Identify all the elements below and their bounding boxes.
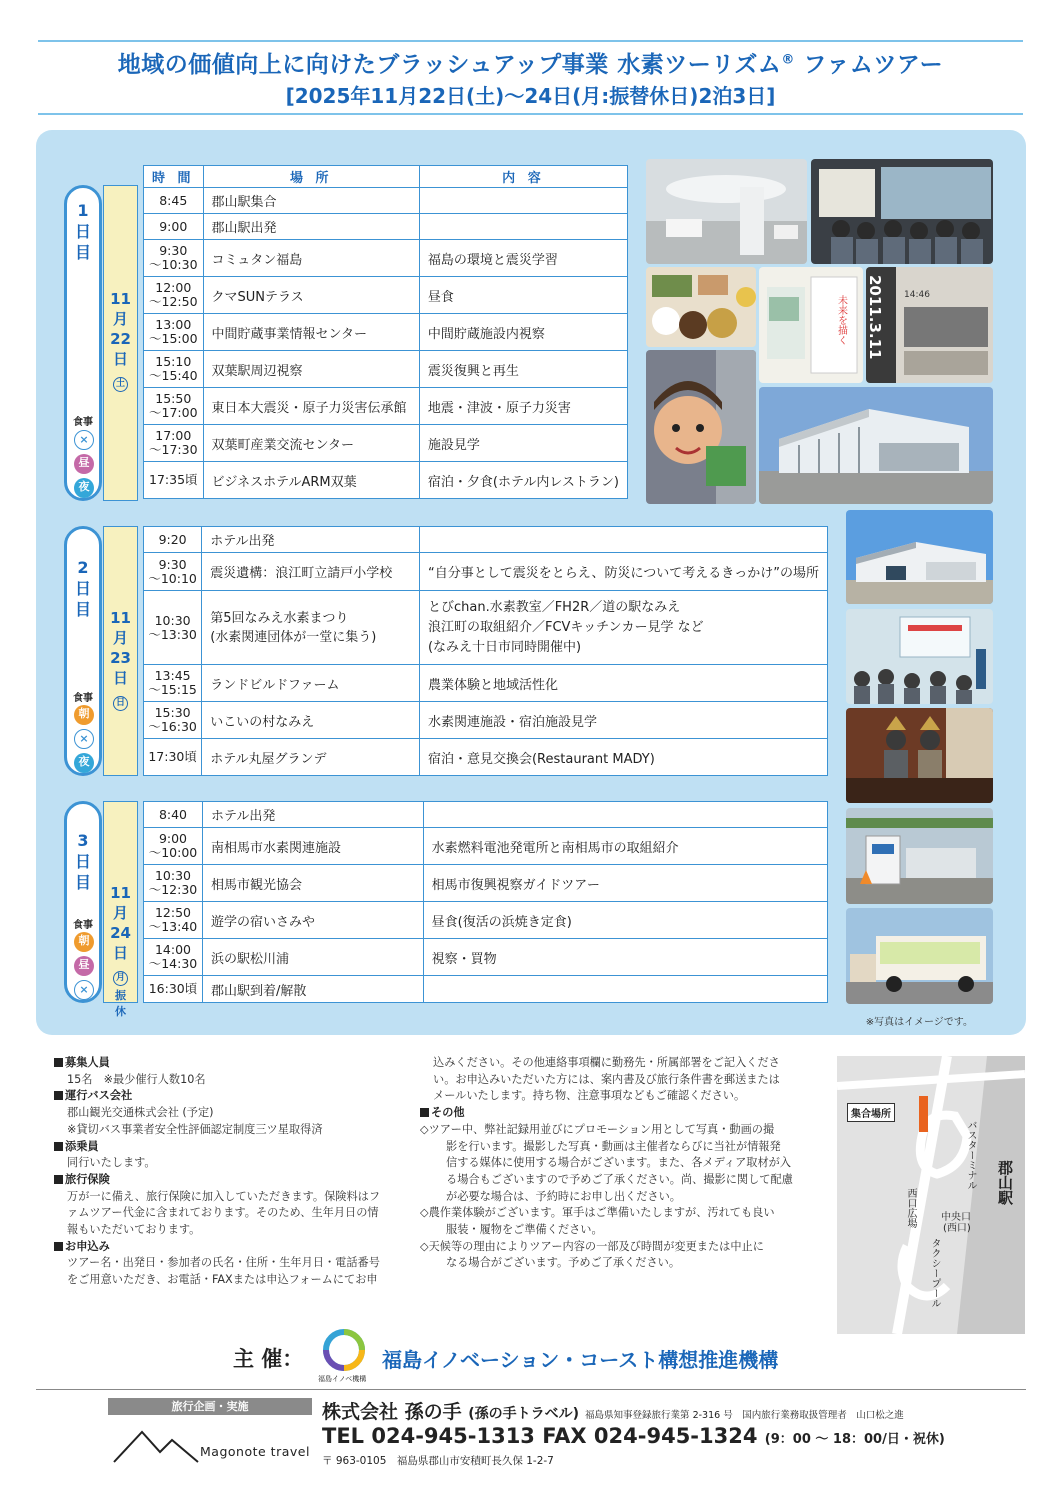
day-2-schedule-table [143, 526, 828, 776]
day-label-char: 目 [74, 243, 91, 262]
photo-mirai-text: 未来を描く [835, 295, 847, 345]
date-char: 月 [112, 310, 128, 328]
row-place: 郡山駅集合 [203, 188, 419, 214]
info-heading: その他 [420, 1105, 830, 1122]
table-row [144, 553, 828, 591]
page-title: 地域の価値向上に向けたブラッシュアップ事業 水素ツーリズム® ファムツアー [117, 52, 944, 78]
info-line: 万が一に備え、旅行保険に加入していただきます。保険料はフ [67, 1189, 381, 1203]
info-line: が必要な場合は、予約時にお申し出ください。 [446, 1189, 681, 1203]
meal-dinner-badge: 夜 [74, 478, 94, 498]
meal-lunch-badge: 昼 [74, 454, 94, 474]
header-content: 内 容 [419, 166, 627, 188]
brand-name: Magonote travel [200, 1444, 310, 1459]
date-char: 24 [110, 924, 131, 942]
info-line: ※貸切バス事業者安全性評価認定制度三ツ星取得済 [67, 1122, 323, 1136]
meeting-point-marker [919, 1096, 928, 1132]
info-line: る場合もございますので予めご了承ください。尚、撮影に関して配慮 [446, 1172, 793, 1186]
row-content: 施設見学 [419, 425, 627, 462]
row-content: とびchan.水素教室／FH2R／道の駅なみえ 浪江町の取組紹介／FCVキッチンカー見学 など (なみえ十日市同時開催中) [419, 591, 827, 665]
row-content: 昼食(復活の浜焼き定食) [423, 902, 827, 939]
row-content: 震災復興と再生 [419, 351, 627, 388]
day-label-char: 3 [77, 831, 89, 850]
row-place: 第5回なみえ水素まつり (水素関連団体が一堂に集う) [202, 591, 420, 665]
photo-2011-memorial [866, 267, 993, 383]
row-content [419, 527, 827, 553]
row-content: 水素燃料電池発電所と南相馬市の取組紹介 [423, 828, 827, 865]
table-row [144, 425, 628, 462]
row-content: 中間貯蔵施設内視察 [419, 314, 627, 351]
info-line: 15名 ※最少催行人数10名 [67, 1072, 206, 1086]
day-3-pill [64, 801, 102, 1003]
table-row [144, 240, 628, 277]
row-time: 15:50 ～17:00 [144, 388, 204, 425]
contact-phone: TEL 024-945-1313 FAX 024-945-1324 (9：00 ～ 18：00/日・祝休) [322, 1424, 945, 1448]
info-line: 郡山観光交通株式会社 (予定) [67, 1106, 214, 1120]
meal-lunch-badge: 昼 [74, 956, 94, 976]
meal-x-badge: × [74, 430, 94, 450]
meeting-point-map [837, 1056, 1025, 1334]
row-content [419, 188, 627, 214]
photo-hydrogen-facility [846, 808, 993, 904]
day-label-char: 目 [74, 600, 91, 619]
row-place: 相馬市観光協会 [202, 865, 423, 902]
row-place: 浜の駅松川浦 [202, 939, 423, 976]
table-row [144, 828, 828, 865]
info-heading: 旅行保険 [54, 1172, 414, 1189]
info-line: ツアー名・出発日・参加者の氏名・住所・生年月日・電話番号 [67, 1256, 380, 1270]
table-row [144, 214, 628, 240]
date-char: 11 [110, 884, 131, 902]
row-time: 14:00 ～14:30 [144, 939, 203, 976]
row-place: 郡山駅出発 [203, 214, 419, 240]
logo-subtext: 福島イノベ機構 [318, 1375, 367, 1383]
day-label-char: 1 [77, 201, 89, 220]
info-line: ◇農作業体験がございます。軍手はご準備いたしますが、汚れても良い [420, 1206, 775, 1220]
photo-hydrogen-class [846, 609, 993, 704]
photo-memorial-museum-building [759, 387, 993, 504]
row-content: 福島の環境と震災学習 [419, 240, 627, 277]
day-1-date [103, 185, 138, 501]
date-char: 23 [110, 649, 131, 667]
photo-fcv-kitchen-car [846, 908, 993, 1004]
table-row [144, 739, 828, 776]
row-time: 8:40 [144, 802, 203, 828]
day-3-date [103, 801, 138, 1018]
table-row [144, 702, 828, 739]
table-row [144, 591, 828, 665]
meal-bfast-badge: 朝 [74, 705, 94, 725]
info-heading: 運行バス会社 [54, 1088, 414, 1105]
photo-samurai-armor [846, 708, 993, 803]
info-heading: 添乗員 [54, 1139, 414, 1156]
date-char: 月 [112, 629, 128, 647]
row-time: 9:30 ～10:10 [144, 553, 202, 591]
map-bus-terminal: バスターミナル [965, 1120, 976, 1190]
meal-label: 食事 [73, 417, 93, 428]
day-of-week-badge: 土 [113, 377, 128, 392]
table-row [144, 902, 828, 939]
date-char: 日 [112, 944, 128, 962]
row-time: 10:30 ～12:30 [144, 865, 203, 902]
info-right-column [420, 1055, 830, 1272]
info-line: ◇天候等の理由によりツアー内容の一部及び時間が変更または中止に [420, 1239, 764, 1253]
info-heading: お申込み [54, 1239, 414, 1256]
row-time: 15:30 ～16:30 [144, 702, 202, 739]
row-content: “自分事として震災をとらえ、防災について考えるきっかけ”の場所 [419, 553, 827, 591]
day-of-week-badge: 月 [113, 971, 128, 986]
row-time: 16:30頃 [144, 976, 203, 1003]
row-place: 南相馬市水素関連施設 [202, 828, 423, 865]
photo-mirai-exhibit [759, 267, 863, 383]
row-time: 15:10 ～15:40 [144, 351, 204, 388]
date-char: 日 [112, 350, 128, 368]
planner-tag: 旅行企画・実施 [108, 1398, 312, 1415]
row-time: 9:00 ～10:00 [144, 828, 203, 865]
footer-divider [36, 1389, 1026, 1390]
info-line: い。お申込みいただいた方には、案内書及び旅行条件書を郵送または [433, 1072, 780, 1086]
map-central-exit-sub: (西口) [943, 1223, 971, 1234]
photo-theater-audience [811, 159, 993, 264]
day-label-char: 日 [74, 222, 91, 241]
table-row [144, 865, 828, 902]
company-name: 株式会社 孫の手 (孫の手トラベル) 福島県知事登録旅行業第 2-316 号 国内旅行業務取扱管理者 山口松之進 [322, 1401, 904, 1423]
table-row [144, 462, 628, 499]
date-char: 11 [110, 609, 131, 627]
row-content: 視察・買物 [423, 939, 827, 976]
holiday-char: 振 [115, 989, 126, 1002]
row-time: 9:00 [144, 214, 204, 240]
row-place: いこいの村なみえ [202, 702, 420, 739]
row-time: 13:45 ～15:15 [144, 665, 202, 702]
row-place: ホテル出発 [202, 527, 420, 553]
table-row [144, 939, 828, 976]
day-2-pill [64, 526, 102, 776]
photo-ukedo-school [846, 510, 993, 604]
row-place: ホテル丸屋グランデ [202, 739, 420, 776]
row-time: 17:35頃 [144, 462, 204, 499]
row-content: 農業体験と地域活性化 [419, 665, 827, 702]
info-heading: 募集人員 [54, 1055, 414, 1072]
meal-dinner-badge: 夜 [74, 753, 94, 773]
table-row [144, 976, 828, 1003]
row-place: コミュタン福島 [203, 240, 419, 277]
company-address: 〒 963-0105 福島県郡山市安積町長久保 1-2-7 [322, 1455, 554, 1467]
row-place: 中間貯蔵事業情報センター [203, 314, 419, 351]
day-label-char: 日 [74, 852, 91, 871]
row-content [423, 802, 827, 828]
photo-time-text: 14:46 [904, 290, 930, 300]
day-of-week [104, 372, 137, 392]
info-line: ◇ツアー中、弊社記録用並びにプロモーション用として写真・動画の撮 [420, 1122, 775, 1136]
day-label-char: 目 [74, 873, 91, 892]
meal-label: 食事 [73, 693, 93, 704]
photo-commutan-exhibit [646, 159, 807, 264]
photo-lunch-set [646, 267, 756, 347]
info-left-column [54, 1055, 414, 1289]
table-row [144, 388, 628, 425]
row-place: 双葉町産業交流センター [203, 425, 419, 462]
row-place: ビジネスホテルARM双葉 [203, 462, 419, 499]
date-char: 月 [112, 904, 128, 922]
photo-note: ※写真はイメージです。 [865, 1017, 973, 1028]
row-place: 震災遺構：浪江町立請戸小学校 [202, 553, 420, 591]
row-content: 宿泊・夕食(ホテル内レストラン) [419, 462, 627, 499]
row-place: 双葉駅周辺視察 [203, 351, 419, 388]
row-content [419, 214, 627, 240]
row-place: クマSUNテラス [203, 277, 419, 314]
day-of-week-badge: 日 [113, 696, 128, 711]
info-line: 信する媒体に使用する場合がございます。また、各メディア取材が入 [446, 1156, 792, 1170]
holiday-char: 休 [115, 1005, 126, 1018]
map-meeting-label: 集合場所 [847, 1103, 895, 1122]
mountain-logo-icon [112, 1426, 202, 1464]
row-time: 10:30 ～13:30 [144, 591, 202, 665]
map-station: 郡山駅 [996, 1160, 1014, 1205]
photo-mural-child [646, 350, 756, 504]
table-header-row [144, 166, 628, 188]
info-line: 服装・履物をご準備ください。 [446, 1223, 603, 1237]
meal-bfast-badge: 朝 [74, 932, 94, 952]
row-content [423, 976, 827, 1003]
map-central-exit: 中央口 [941, 1212, 971, 1223]
day-of-week [104, 966, 137, 986]
row-time: 9:30 ～10:30 [144, 240, 204, 277]
header-time: 時 間 [144, 166, 204, 188]
info-line: なる場合がございます。予めご了承ください。 [446, 1256, 681, 1270]
meal-label: 食事 [73, 920, 93, 931]
map-west-plaza: 西口広場 [905, 1188, 916, 1228]
row-place: 東日本大震災・原子力災害伝承館 [203, 388, 419, 425]
info-line: ァムツアー代金に含まれております。そのため、生年月日の情 [67, 1206, 379, 1220]
info-line: 影を行います。撮影した写真・動画は主催者ならびに当社が情報発 [446, 1139, 781, 1153]
meal-x-badge: × [74, 729, 94, 749]
day-1-pill [64, 185, 102, 501]
table-row [144, 351, 628, 388]
table-row [144, 314, 628, 351]
row-content: 昼食 [419, 277, 627, 314]
info-line: をご用意いただき、お電話・FAXまたは申込フォームにてお申 [67, 1273, 378, 1287]
info-line: メールいたします。持ち物、注意事項などもご確認ください。 [433, 1089, 746, 1103]
page-subtitle: [2025年11月22日(土)～24日(月:振替休日)2泊3日] [285, 84, 776, 108]
title-top-rule [38, 40, 1023, 42]
photo-date-text: 2011.3.11 [866, 275, 884, 360]
date-char: 22 [110, 330, 131, 348]
title-bottom-rule [38, 113, 1023, 115]
day-label-char: 2 [77, 558, 89, 577]
row-time: 17:00 ～17:30 [144, 425, 204, 462]
day-label-char: 日 [74, 579, 91, 598]
row-content: 地震・津波・原子力災害 [419, 388, 627, 425]
day-3-schedule-table [143, 801, 828, 1003]
row-time: 12:50 ～13:40 [144, 902, 203, 939]
table-row [144, 188, 628, 214]
row-place: 遊学の宿いさみや [202, 902, 423, 939]
row-place: ランドビルドファーム [202, 665, 420, 702]
host-row [0, 1326, 1061, 1386]
table-row [144, 665, 828, 702]
table-row [144, 277, 628, 314]
row-place: ホテル出発 [202, 802, 423, 828]
organization-logo [320, 1328, 368, 1374]
row-content: 水素関連施設・宿泊施設見学 [419, 702, 827, 739]
host-label: 主 催： [233, 1347, 304, 1371]
info-line: 込みください。その他連絡事項欄に勤務先・所属部署をご記入くださ [433, 1056, 780, 1069]
table-row [144, 802, 828, 828]
row-content: 宿泊・意見交換会(Restaurant MADY) [419, 739, 827, 776]
day-2-date [103, 526, 138, 776]
row-time: 17:30頃 [144, 739, 202, 776]
row-time: 9:20 [144, 527, 202, 553]
row-time: 8:45 [144, 188, 204, 214]
row-time: 12:00 ～12:50 [144, 277, 204, 314]
map-taxi-pool: タクシープール [929, 1238, 940, 1308]
info-line: 同行いたします。 [67, 1156, 156, 1170]
day-1-schedule-table [143, 165, 628, 499]
host-organization: 福島イノベーション・コースト構想推進機構 [382, 1348, 779, 1372]
row-time: 13:00 ～15:00 [144, 314, 204, 351]
header-place: 場 所 [203, 166, 419, 188]
day-of-week [104, 691, 137, 711]
date-char: 11 [110, 290, 131, 308]
date-char: 日 [112, 669, 128, 687]
info-line: 報もいただいております。 [67, 1223, 201, 1237]
table-row [144, 527, 828, 553]
row-place: 郡山駅到着/解散 [202, 976, 423, 1003]
meal-x-badge: × [74, 980, 94, 1000]
row-content: 相馬市復興視察ガイドツアー [423, 865, 827, 902]
